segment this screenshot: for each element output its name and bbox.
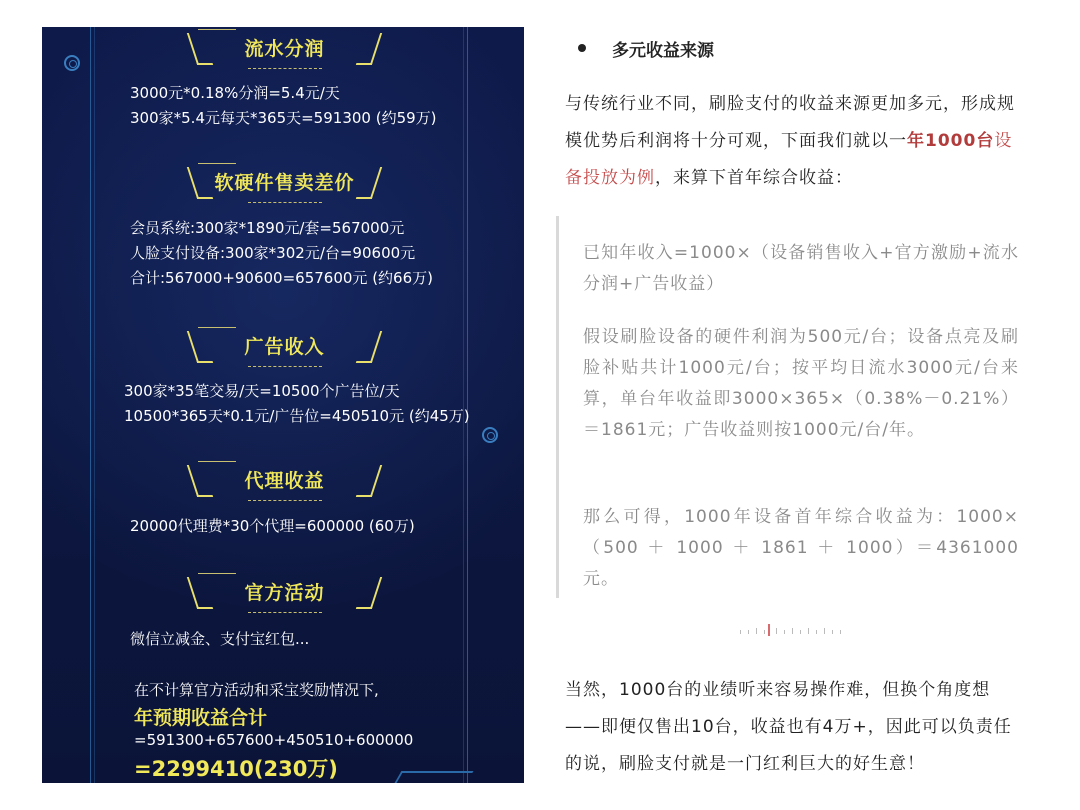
quote-paragraph: 假设刷脸设备的硬件利润为500元/台；设备点亮及刷脸补贴共计1000元/台；按平均日流水3000元/台来算，单台年收益即3000×365×（0.38%－0.21%）＝1861元；广告收益则按1000元/台/年。	[583, 327, 1019, 440]
article-paragraph-intro	[565, 86, 1020, 197]
section-title: 代理收益	[244, 469, 325, 492]
article-paragraph-conclusion: 当然，1000台的业绩听来容易操作难，但换个角度想——即便仅售出10台，收益也有4万+，因此可以负责任的说，刷脸支付就是一门红利巨大的好生意！	[565, 680, 1012, 774]
section-badge-agent-income	[192, 461, 377, 497]
summary-formula: =591300+657600+450510+600000	[134, 731, 414, 749]
section-badge-hardware-margin	[192, 163, 377, 199]
info-line: 微信立减金、支付宝红包...	[130, 630, 310, 648]
calculation-quote	[556, 216, 1027, 598]
summary-total: =2299410(230万)	[134, 757, 338, 781]
frame-line	[90, 27, 91, 783]
highlight-text: 年1000台	[907, 131, 995, 151]
highlight-text-soft: 设备投放为例	[565, 131, 1013, 188]
income-infographic	[42, 27, 524, 783]
info-line: 会员系统:300家*1890元/套=567000元	[130, 219, 405, 237]
corner-decoration	[395, 771, 474, 783]
paragraph-text: ，来算下首年综合收益：	[655, 168, 853, 188]
info-line: 3000元*0.18%分润=5.4元/天	[130, 84, 340, 102]
summary-label: 年预期收益合计	[134, 707, 268, 729]
section-title: 软硬件售卖差价	[214, 171, 355, 194]
info-line: 20000代理费*30个代理=600000 (60万)	[130, 517, 415, 535]
info-line: 合计:567000+90600=657600元 (约66万)	[130, 269, 433, 287]
section-badge-official-activity	[192, 573, 377, 609]
section-title: 流水分润	[244, 37, 325, 60]
info-line: 300家*35笔交易/天=10500个广告位/天	[124, 382, 400, 400]
divider-ruler	[740, 624, 844, 634]
summary-intro: 在不计算官方活动和采宝奖励情况下,	[134, 681, 379, 699]
section-badge-flow-share	[192, 29, 377, 65]
circle-decoration-icon	[482, 427, 498, 443]
section-title: 广告收入	[244, 335, 325, 358]
info-line: 10500*365天*0.1元/广告位=450510元 (约45万)	[124, 407, 470, 425]
section-badge-ad-income	[192, 327, 377, 363]
paragraph-text: 与传统行业不同，刷脸支付的收益来源更加多元，形成规模优势后利润将十分可观，下面我们就以一	[565, 94, 1015, 151]
frame-line	[94, 27, 95, 783]
quote-paragraph: 那么可得，1000年设备首年综合收益为：1000×（500 ＋ 1000 ＋ 1861 ＋ 1000）＝4361000元。	[583, 507, 1019, 589]
circle-decoration-icon	[64, 55, 80, 71]
info-line: 300家*5.4元每天*365天=591300 (约59万)	[130, 109, 437, 127]
info-line: 人脸支付设备:300家*302元/台=90600元	[130, 244, 416, 262]
section-title: 官方活动	[244, 581, 325, 604]
bullet-icon	[578, 44, 586, 52]
quote-paragraph: 已知年收入=1000×（设备销售收入+官方激励+流水分润+广告收益）	[583, 243, 1019, 294]
section-heading: 多元收益来源	[612, 41, 714, 61]
